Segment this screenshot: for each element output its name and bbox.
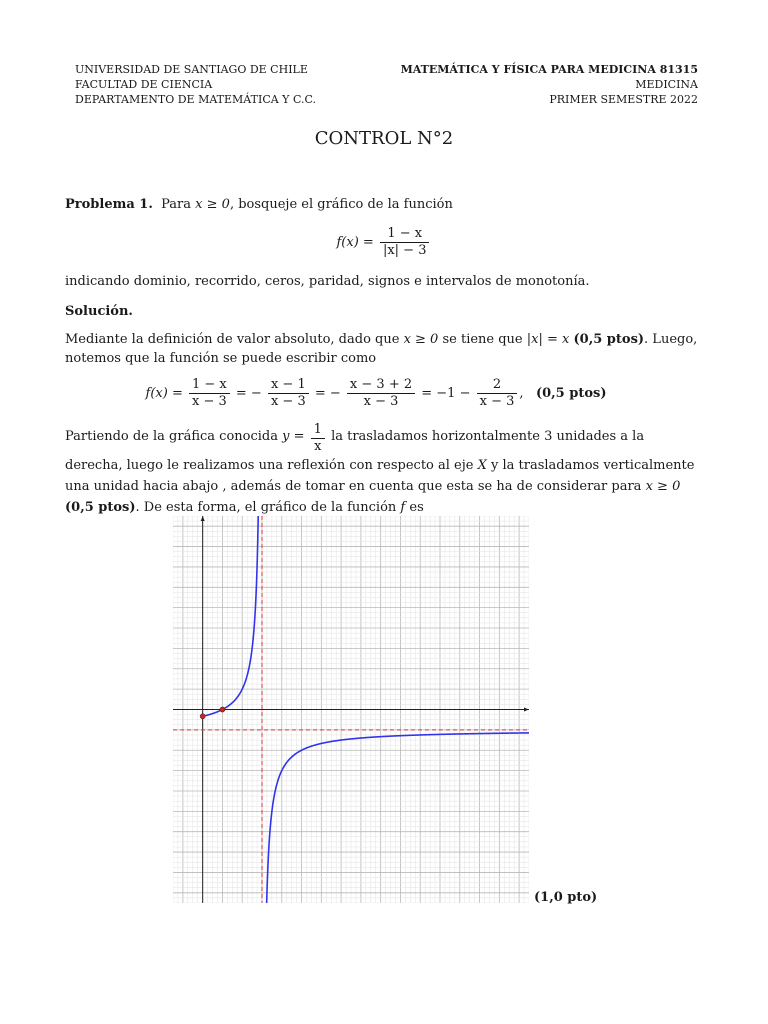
fraction xyxy=(189,377,230,410)
numerator: 1 xyxy=(311,422,325,439)
semester: PRIMER SEMESTRE 2022 xyxy=(549,93,698,106)
operator: = − xyxy=(314,386,341,401)
department-name: DEPARTAMENTO DE MATEMÁTICA Y C.C. xyxy=(75,93,316,106)
function-name: f xyxy=(400,500,406,515)
text: Mediante la definición de valor absoluto, dado que xyxy=(65,332,400,347)
faculty-name: FACULTAD DE CIENCIA xyxy=(75,78,213,91)
denominator: x − 3 xyxy=(191,394,227,409)
problem-label: Problema 1. xyxy=(65,197,153,212)
problem-instructions: indicando dominio, recorrido, ceros, paridad, signos e intervalos de monotonía. xyxy=(65,274,590,289)
condition: x ≥ 0 xyxy=(645,479,681,494)
solution-label: Solución. xyxy=(65,304,133,319)
points-badge: (0,5 ptos) xyxy=(65,500,136,515)
text: y la trasladamos verticalmente una unidad hacia abajo , además de tomar en cuenta que esta se ha de considerar para xyxy=(65,458,695,494)
abs-value: |x| = x xyxy=(526,332,570,347)
denominator: x − 3 xyxy=(363,394,399,409)
text: Partiendo de la gráfica conocida xyxy=(65,429,278,444)
fraction xyxy=(477,377,518,410)
text: es xyxy=(409,500,424,515)
denominator: x − 3 xyxy=(270,394,306,409)
graph-point xyxy=(220,707,225,712)
condition: x ≥ 0 xyxy=(195,197,230,212)
course-name: MATEMÁTICA Y FÍSICA PARA MEDICINA 81315 xyxy=(400,63,698,76)
numerator: 1 − x xyxy=(189,377,230,394)
fraction xyxy=(347,377,415,410)
header-left xyxy=(75,62,316,107)
text: . Luego, notemos que la función se puede escribir como xyxy=(65,332,698,366)
points-badge: (0,5 ptos) xyxy=(535,386,607,401)
function-lhs: f(x) = xyxy=(145,386,183,401)
page-title: CONTROL N°2 xyxy=(314,128,454,149)
text: se tiene que xyxy=(442,332,523,347)
text: . De esta forma, el gráfico de la función xyxy=(135,500,397,515)
career-name: MEDICINA xyxy=(635,78,698,91)
numerator: x − 3 + 2 xyxy=(347,377,415,394)
numerator: 1 − x xyxy=(380,226,430,243)
function-definition xyxy=(0,226,768,259)
solution-paragraph-1 xyxy=(65,330,705,368)
y-axis-arrow xyxy=(201,516,205,521)
problem-statement xyxy=(65,195,705,214)
denominator: x xyxy=(314,439,322,454)
function-lhs: f(x) = xyxy=(336,235,374,250)
condition: x ≥ 0 xyxy=(403,332,439,347)
solution-paragraph-2 xyxy=(65,422,705,518)
fraction xyxy=(380,226,430,259)
comma: , xyxy=(519,386,524,401)
fraction xyxy=(268,377,309,410)
text: la trasladamos horizontalmente 3 unidades a la derecha, luego le realizamos una reflexión con respecto al eje xyxy=(65,429,645,473)
operator: = − xyxy=(235,386,262,401)
rewritten-function xyxy=(0,377,760,410)
x-axis-arrow xyxy=(524,708,529,712)
function-graph xyxy=(173,516,529,903)
equation-lhs: y = xyxy=(282,429,305,444)
curve-left-branch xyxy=(203,516,259,716)
denominator: |x| − 3 xyxy=(382,243,427,258)
problem-text: Para xyxy=(161,197,192,212)
header-right xyxy=(401,62,698,107)
denominator: x − 3 xyxy=(479,394,515,409)
axis-name: X xyxy=(477,458,487,473)
points-badge: (0,5 ptos) xyxy=(573,332,645,347)
numerator: 2 xyxy=(477,377,518,394)
graph-point xyxy=(200,714,205,719)
fraction xyxy=(311,422,325,455)
operator: = −1 − xyxy=(421,386,471,401)
university-name: UNIVERSIDAD DE SANTIAGO DE CHILE xyxy=(75,63,308,76)
numerator: x − 1 xyxy=(268,377,309,394)
problem-text: , bosqueje el gráfico de la función xyxy=(229,197,453,212)
graph-points-badge: (1,0 pto) xyxy=(534,890,598,905)
